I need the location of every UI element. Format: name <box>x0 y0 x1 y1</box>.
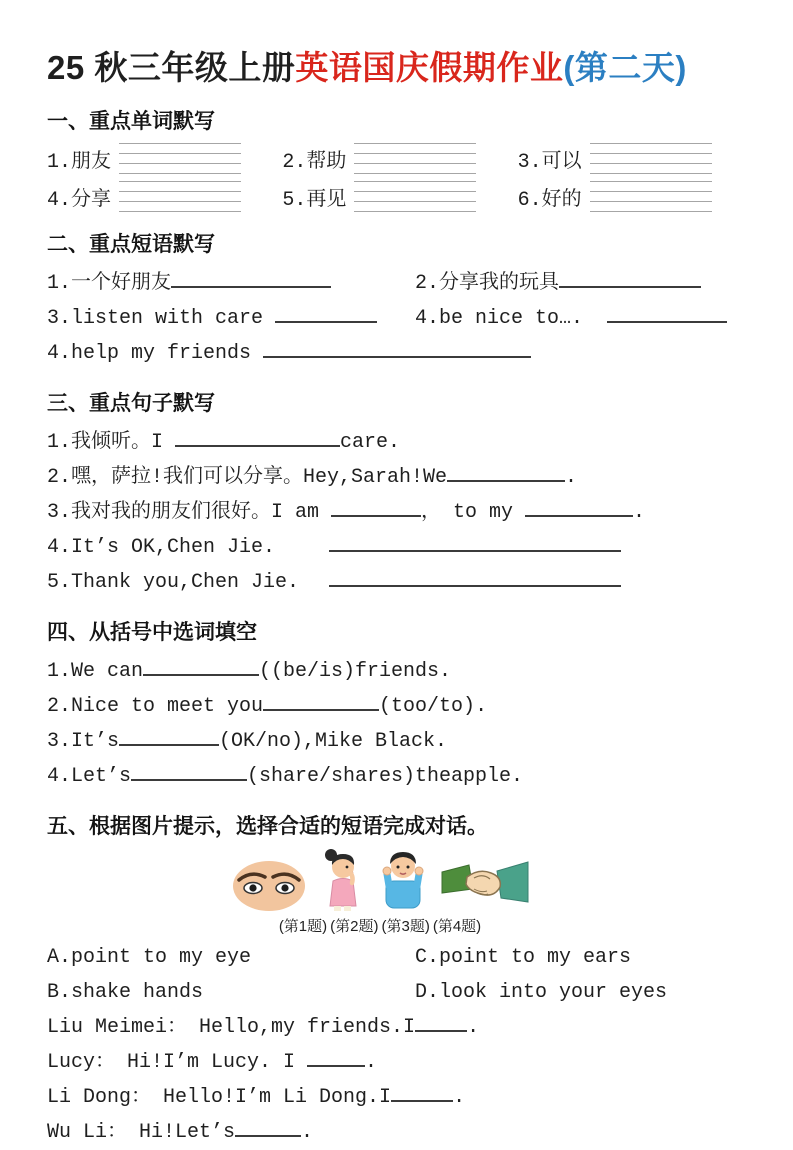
blank-line <box>329 583 621 587</box>
line-cell <box>47 565 329 600</box>
line-cell <box>47 940 415 975</box>
text-line <box>47 940 753 975</box>
word-row <box>47 181 753 212</box>
word-label: 5.再见 <box>282 188 347 212</box>
writing-lines <box>119 143 241 174</box>
blank-line <box>171 284 331 288</box>
section5-dialogue <box>47 1010 753 1150</box>
section1-heading: 一、重点单词默写 <box>47 110 215 133</box>
picture-row <box>47 848 713 912</box>
section3-heading: 三、重点句子默写 <box>47 392 215 415</box>
text-segment: 1.We can <box>47 660 144 683</box>
blank-line <box>175 443 340 447</box>
text-segment: . <box>467 1016 480 1039</box>
text-segment: . <box>453 1086 466 1109</box>
blank-line <box>143 672 259 676</box>
blank-line <box>263 707 379 711</box>
text-line <box>47 1080 753 1115</box>
title-part-black: 25 秋三年级上册 <box>47 49 296 86</box>
text-segment: 4.be nice to…. <box>415 307 608 330</box>
text-line <box>47 975 753 1010</box>
word-item <box>518 143 753 174</box>
text-segment: . <box>565 466 578 489</box>
text-segment: 4.Let’s <box>47 765 132 788</box>
blank-line <box>447 478 565 482</box>
text-segment: Lucy： Hi!I’m Lucy. I <box>47 1051 308 1074</box>
text-segment: 2.Nice to meet you <box>47 695 264 718</box>
word-item <box>282 181 517 212</box>
text-line <box>47 266 753 301</box>
text-segment: Liu Meimei： Hello,my friends.I <box>47 1016 416 1039</box>
text-segment: 1.我倾听。I <box>47 431 176 454</box>
text-line <box>47 530 753 565</box>
word-label: 2.帮助 <box>282 150 347 174</box>
section2-heading: 二、重点短语默写 <box>47 233 215 256</box>
writing-lines <box>590 181 712 212</box>
blank-line <box>131 777 247 781</box>
section2-lines <box>47 266 753 371</box>
page-title <box>47 42 753 89</box>
text-segment: 4.It’s OK,Chen Jie. <box>47 536 276 559</box>
text-line <box>47 759 753 794</box>
text-line <box>47 689 753 724</box>
word-item <box>47 181 282 212</box>
text-segment: (OK/no),Mike Black. <box>219 730 448 753</box>
text-segment: ， to my <box>421 501 526 524</box>
text-segment: . <box>365 1051 378 1074</box>
text-segment: 5.Thank you,Chen Jie. <box>47 571 300 594</box>
shaking-hands-picture <box>441 856 529 912</box>
text-segment: care. <box>340 431 401 454</box>
blank-line <box>329 548 621 552</box>
line-cell <box>47 301 415 336</box>
word-label: 1.朋友 <box>47 150 112 174</box>
text-segment: Li Dong： Hello!I’m Li Dong.I <box>47 1086 392 1109</box>
text-line <box>47 654 753 689</box>
eyes-picture <box>231 860 307 912</box>
blank-line <box>525 513 633 517</box>
text-line <box>47 301 753 336</box>
word-label: 4.分享 <box>47 188 112 212</box>
text-segment: 3.It’s <box>47 730 120 753</box>
text-segment: C.point to my ears <box>415 946 632 969</box>
text-line <box>47 336 753 371</box>
picture-label: (第1题) <box>278 918 328 935</box>
word-label: 3.可以 <box>517 150 582 174</box>
blank-line <box>307 1063 365 1067</box>
text-segment: ((be/is)friends. <box>259 660 452 683</box>
blank-line <box>119 742 219 746</box>
section4-lines <box>47 654 753 794</box>
text-segment: B.shake hands <box>47 981 204 1004</box>
picture-label: (第4题) <box>432 918 482 935</box>
text-segment: . <box>301 1121 314 1144</box>
title-part-red: 英语国庆假期作业 <box>295 49 564 86</box>
blank-line <box>415 1028 467 1032</box>
section3-lines <box>47 425 753 600</box>
girl-pointing-to-eye-picture <box>319 848 365 912</box>
word-item <box>518 181 753 212</box>
boy-pointing-to-ears-picture <box>377 848 429 912</box>
text-segment: (too/to). <box>379 695 488 718</box>
text-segment: D.look into your eyes <box>415 981 668 1004</box>
writing-lines <box>119 181 241 212</box>
blank-line <box>235 1133 301 1137</box>
text-line <box>47 1115 753 1150</box>
picture-label: (第3题) <box>381 918 430 935</box>
section4-heading: 四、从括号中选词填空 <box>47 621 257 644</box>
text-segment: (share/shares)theapple. <box>247 765 524 788</box>
picture-label: (第2题) <box>330 918 379 935</box>
title-part-blue: (第二天) <box>563 49 687 86</box>
text-line <box>47 460 753 495</box>
word-item <box>282 143 517 174</box>
writing-lines <box>354 143 476 174</box>
text-line <box>47 724 753 759</box>
line-cell <box>47 975 415 1010</box>
writing-lines <box>354 181 476 212</box>
text-segment: 1.一个好朋友 <box>47 272 172 295</box>
text-line <box>47 495 753 530</box>
text-segment: 4.help my friends <box>47 342 264 365</box>
text-segment: 3.listen with care <box>47 307 276 330</box>
blank-line <box>391 1098 453 1102</box>
section5-heading: 五、根据图片提示，选择合适的短语完成对话。 <box>47 815 488 838</box>
section1-word-grid <box>47 143 753 212</box>
line-cell <box>47 266 415 301</box>
word-label: 6.好的 <box>517 188 582 212</box>
word-row <box>47 143 753 174</box>
blank-line <box>607 319 727 323</box>
line-cell <box>47 530 329 565</box>
blank-line <box>263 354 531 358</box>
blank-line <box>331 513 421 517</box>
text-line <box>47 565 753 600</box>
text-segment: A.point to my eye <box>47 946 252 969</box>
text-segment: Wu Li： Hi!Let’s <box>47 1121 236 1144</box>
writing-lines <box>590 143 712 174</box>
text-segment: 2.嘿，萨拉!我们可以分享。Hey,Sarah!We <box>47 466 448 489</box>
blank-line <box>275 319 377 323</box>
picture-label-row <box>47 915 713 936</box>
text-segment: 3.我对我的朋友们很好。I am <box>47 501 332 524</box>
section5-options <box>47 940 753 1010</box>
text-line <box>47 1045 753 1080</box>
word-item <box>47 143 282 174</box>
text-line <box>47 425 753 460</box>
blank-line <box>559 284 701 288</box>
text-segment: . <box>633 501 646 524</box>
text-line <box>47 1010 753 1045</box>
text-segment: 2.分享我的玩具 <box>415 272 560 295</box>
